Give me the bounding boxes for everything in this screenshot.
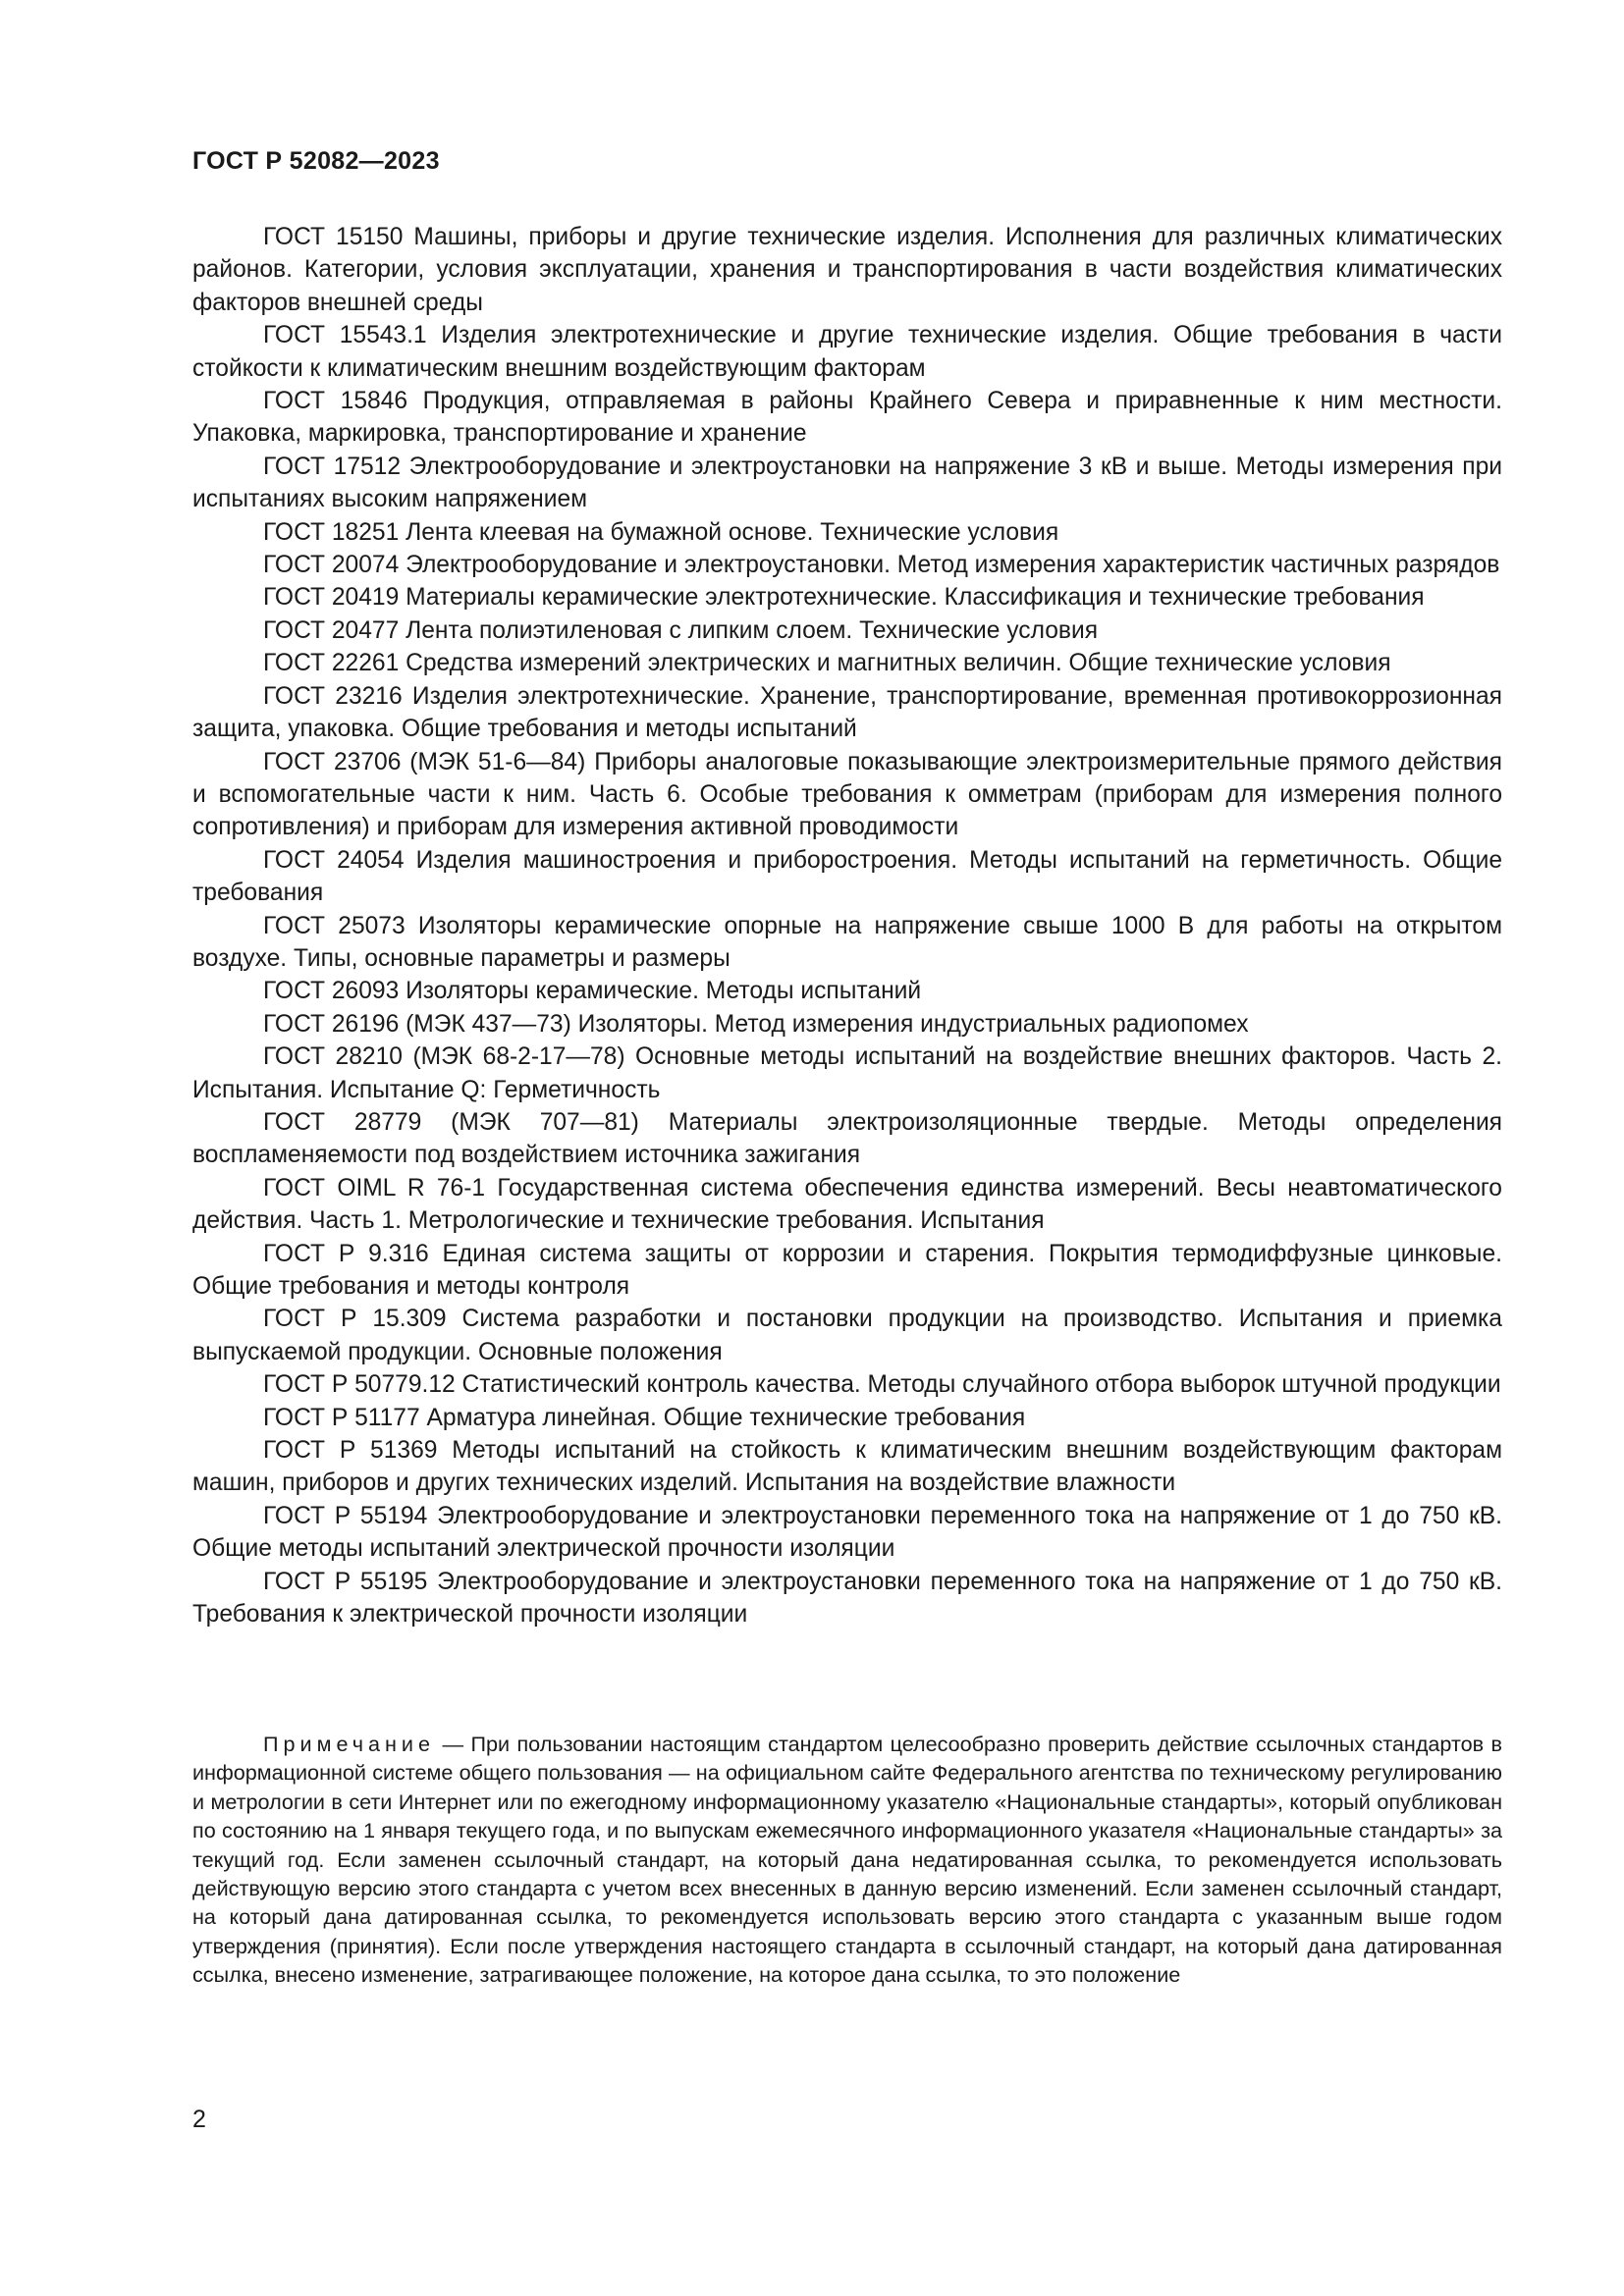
- reference-entry: ГОСТ 20074 Электрооборудование и электроустановки. Метод измерения характеристик частичных разрядов: [263, 552, 1500, 579]
- note-text: — При пользовании настоящим стандартом целесообразно проверить действие ссылочных стандартов в информационной системе общего пользования — на официальном сайте Федерального агентства по техническому регулированию и метрологии в сети Интернет или по ежегодному информационному указателю «Национальные стандарты», который опубликован по состоянию на 1 января текущего года, и по выпускам ежемесячного информационного указателя «Национальные стандарты» за текущий год. Если заменен ссылочный стандарт, на который дана недатированная ссылка, то рекомендуется использовать действующую версию этого стандарта с учетом всех внесенных в данную версию изменений. Если заменен ссылочный стандарт, на который дана датированная ссылка, то рекомендуется использовать версию этого стандарта с указанным выше годом утверждения (принятия). Если после утверждения настоящего стандарта в ссылочный стандарт, на который дана датированная ссылка, внесено изменение, затрагивающее положение, на которое дана ссылка, то это положение: [192, 1732, 1503, 1988]
- reference-entry: ГОСТ 26093 Изоляторы керамические. Методы испытаний: [263, 978, 922, 1005]
- reference-entry: ГОСТ Р 51369 Методы испытаний на стойкость к климатическим внешним воздействующим факторам машин, приборов и других технических изделий. Испытания на воздействие влажности: [192, 1437, 1502, 1497]
- reference-entry: ГОСТ 28210 (МЭК 68-2-17—78) Основные методы испытаний на воздействие внешних факторов. Часть 2. Испытания. Испытание Q: Герметичность: [192, 1043, 1502, 1103]
- reference-entry: ГОСТ 20477 Лента полиэтиленовая с липким слоем. Технические условия: [263, 616, 1099, 644]
- note-block: [192, 1730, 1502, 1990]
- reference-entry: ГОСТ 23216 Изделия электротехнические. Хранение, транспортирование, временная противокоррозионная защита, упаковка. Общие требования и методы испытаний: [192, 682, 1502, 743]
- reference-entry: ГОСТ 26196 (МЭК 437—73) Изоляторы. Метод измерения индустриальных радиопомех: [263, 1010, 1249, 1038]
- reference-entry: ГОСТ 20419 Материалы керамические электротехнические. Классификация и технические требования: [263, 584, 1425, 612]
- reference-entry: ГОСТ Р 55194 Электрооборудование и электроустановки переменного тока на напряжение от 1 до 750 кВ. Общие методы испытаний электрической прочности изоляции: [192, 1502, 1502, 1563]
- document-header: ГОСТ Р 52082—2023: [192, 147, 440, 175]
- reference-entry: ГОСТ Р 51177 Арматура линейная. Общие технические требования: [263, 1404, 1026, 1431]
- reference-entry: ГОСТ Р 15.309 Система разработки и постановки продукции на производство. Испытания и приемка выпускаемой продукции. Основные положения: [192, 1306, 1502, 1365]
- reference-entry: ГОСТ 23706 (МЭК 51-6—84) Приборы аналоговые показывающие электроизмерительные прямого действия и вспомогательные части к ним. Часть 6. Особые требования к омметрам (приборам для измерения полного сопротивления) и приборам для измерения активной проводимости: [192, 748, 1502, 841]
- reference-entry: ГОСТ 15543.1 Изделия электротехнические и другие технические изделия. Общие требования в части стойкости к климатическим внешним воздействующим факторам: [192, 322, 1502, 382]
- note-label: Примечание: [263, 1732, 435, 1756]
- reference-entry: ГОСТ OIML R 76-1 Государственная система обеспечения единства измерений. Весы неавтоматического действия. Часть 1. Метрологические и технические требования. Испытания: [192, 1174, 1502, 1235]
- reference-entry: ГОСТ Р 50779.12 Статистический контроль качества. Методы случайного отбора выборок штучной продукции: [263, 1371, 1501, 1399]
- reference-entry: ГОСТ Р 55195 Электрооборудование и электроустановки переменного тока на напряжение от 1 до 750 кВ. Требования к электрической прочности изоляции: [192, 1568, 1502, 1629]
- reference-entry: ГОСТ 25073 Изоляторы керамические опорные на напряжение свыше 1000 В для работы на открытом воздухе. Типы, основные параметры и размеры: [192, 912, 1502, 972]
- reference-entry: ГОСТ 28779 (МЭК 707—81) Материалы электроизоляционные твердые. Методы определения воспламеняемости под воздействием источника зажигания: [192, 1108, 1502, 1169]
- reference-entry: ГОСТ 18251 Лента клеевая на бумажной основе. Технические условия: [263, 518, 1059, 546]
- reference-entry: ГОСТ 15150 Машины, приборы и другие технические изделия. Исполнения для различных климатических районов. Категории, условия эксплуатации, хранения и транспортирования в части воздействия климатических факторов внешней среды: [192, 224, 1502, 316]
- reference-entry: ГОСТ 24054 Изделия машиностроения и приборостроения. Методы испытаний на герметичность. Общие требования: [192, 846, 1502, 907]
- reference-entry: ГОСТ 17512 Электрооборудование и электроустановки на напряжение 3 кВ и выше. Методы измерения при испытаниях высоким напряжением: [192, 453, 1502, 513]
- normative-references-list: [192, 221, 1502, 1630]
- reference-entry: ГОСТ 15846 Продукция, отправляемая в районы Крайнего Севера и приравненные к ним местности. Упаковка, маркировка, транспортирование и хранение: [192, 388, 1502, 448]
- reference-entry: ГОСТ 22261 Средства измерений электрических и магнитных величин. Общие технические условия: [263, 650, 1391, 677]
- reference-entry: ГОСТ Р 9.316 Единая система защиты от коррозии и старения. Покрытия термодиффузные цинковые. Общие требования и методы контроля: [192, 1240, 1502, 1300]
- page-number: 2: [192, 2106, 206, 2133]
